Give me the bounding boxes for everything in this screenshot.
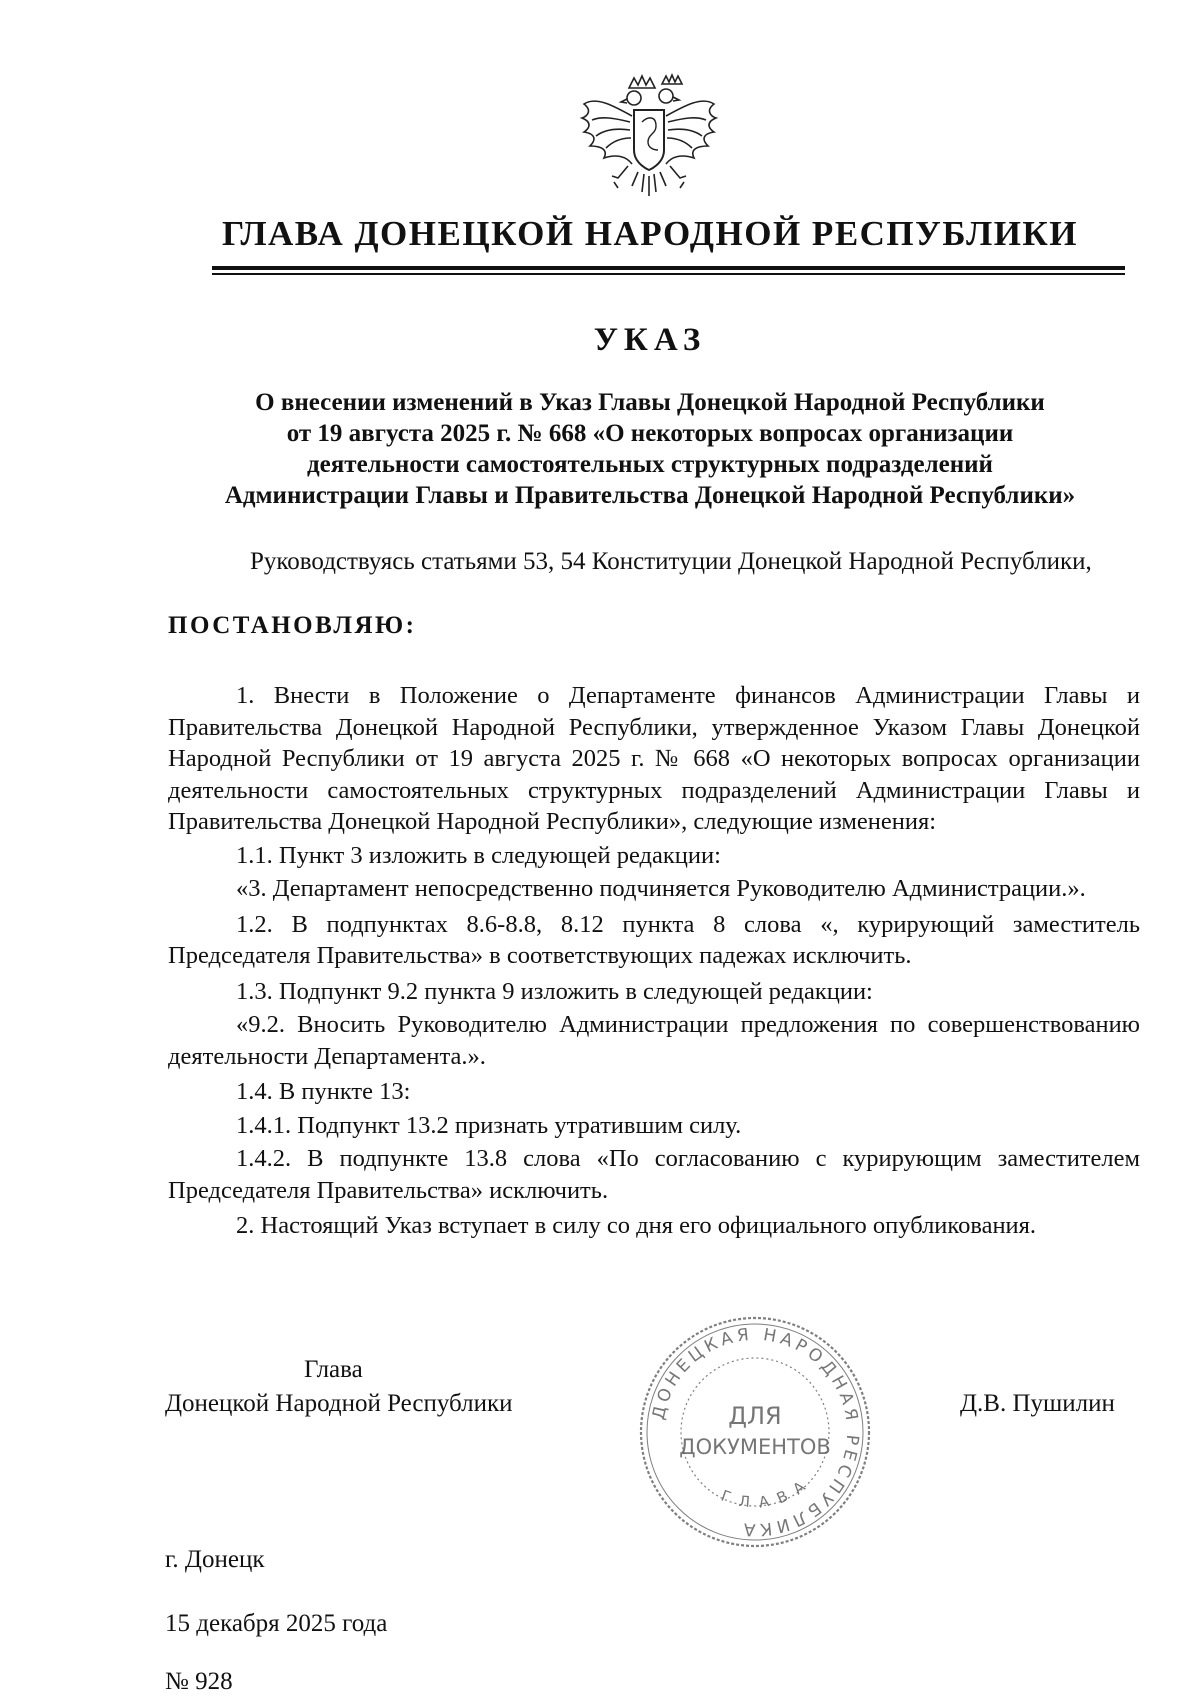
decree-subject (170, 387, 1130, 511)
issuer-title: ГЛАВА ДОНЕЦКОЙ НАРОДНОЙ РЕСПУБЛИКИ (221, 214, 1079, 253)
resolve-heading: ПОСТАНОВЛЯЮ: (168, 612, 417, 639)
decree-body (168, 680, 1140, 1242)
paragraph-1-4-1: 1.4.1. Подпункт 13.2 признать утратившим силу. (236, 1111, 742, 1139)
seal-center-line-1: ДЛЯ (728, 1402, 782, 1430)
subject-line: от 19 августа 2025 г. № 668 «О некоторых вопросах организации (286, 420, 1014, 447)
issue-date: 15 декабря 2025 года (165, 1610, 388, 1637)
paragraph-2: 2. Настоящий Указ вступает в силу со дня его официального опубликования. (236, 1212, 1037, 1239)
seal-center-line-2: ДОКУМЕНТОВ (679, 1435, 831, 1459)
subject-line: О внесении изменений в Указ Главы Донецкой Народной Республики (255, 389, 1045, 416)
paragraph-1-2: 1.2. В подпунктах 8.6-8.8, 8.12 пункта 8 слова «, курирующий заместитель Председателя Правительства» в соответствующих падежах исключить. (168, 910, 1140, 969)
header-double-rule-thick (212, 266, 1125, 270)
preamble: Руководствуясь статьями 53, 54 Конституции Донецкой Народной Республики, (250, 548, 1092, 575)
paragraph-1: 1. Внести в Положение о Департаменте финансов Администрации Главы и Правительства Донецкой Народной Республики, утвержденное Указом Главы Донецкой Народной Республики от 19 августа 2025 г. № 668 «О некоторых вопросах организации деятельности самостоятельных структурных подразделений Администрации Главы и Правительства Донецкой Народной Республики», следующие изменения: (168, 682, 1140, 835)
paragraph-1-4: 1.4. В пункте 13: (236, 1078, 411, 1105)
signatory-name: Д.В. Пушилин (960, 1390, 1115, 1417)
signatory-title-line-2: Донецкой Народной Республики (165, 1390, 513, 1417)
paragraph-1-4-2: 1.4.2. В подпункте 13.8 слова «По согласованию с курирующим заместителем Председателя Правительства» исключить. (168, 1145, 1140, 1204)
decree-type-heading: УКАЗ (593, 322, 707, 358)
paragraph-1-1-text: «3. Департамент непосредственно подчиняется Руководителю Администрации.». (236, 875, 1086, 902)
seal-bottom-text: ГЛАВА (718, 1471, 817, 1512)
paragraph-1-3: 1.3. Подпункт 9.2 пункта 9 изложить в следующей редакции: (236, 977, 873, 1005)
seal-ring-text: ДОНЕЦКАЯ НАРОДНАЯ РЕСПУБЛИКА (648, 1324, 863, 1540)
header-double-rule-thin (212, 273, 1125, 275)
issue-city: г. Донецк (165, 1546, 265, 1573)
paragraph-1-3-text: «9.2. Вносить Руководителю Администрации предложения по совершенствованию деятельности Департамента.». (168, 1011, 1140, 1070)
coat-of-arms-emblem-icon (574, 66, 724, 216)
paragraph-1-1: 1.1. Пункт 3 изложить в следующей редакции: (236, 841, 721, 869)
official-seal-stamp-icon (635, 1312, 875, 1552)
subject-line: деятельности самостоятельных структурных подразделений (307, 451, 993, 478)
subject-line: Администрации Главы и Правительства Донецкой Народной Республики» (224, 482, 1076, 509)
signatory-title-line-1: Глава (304, 1356, 363, 1383)
decree-number: № 928 (165, 1668, 233, 1695)
